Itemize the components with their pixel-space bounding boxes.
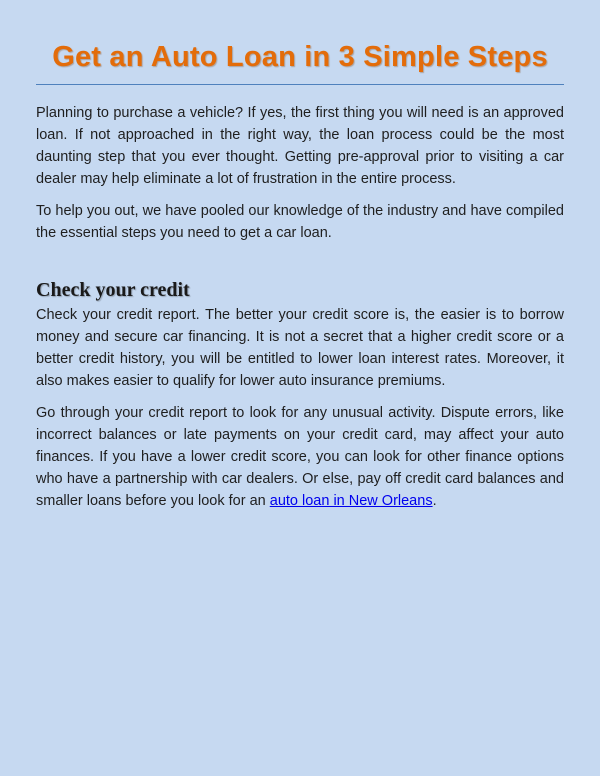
- section-paragraph-2-text: Go through your credit report to look for any unusual activity. Dispute errors, like incorrect balances or late payments on your credit card, may affect your auto finances. If you have a lower credit score, you can look for other finance options who have a partnership with car dealers. Or else, pay off credit card balances and smaller loans before you look for an: [36, 405, 564, 509]
- title-divider: [36, 84, 564, 85]
- intro-paragraph-1: Planning to purchase a vehicle? If yes, the first thing you will need is an approved loan. If not approached in the right way, the loan process could be the most daunting step that you ever thought. Getting pre-approval prior to visiting a car dealer may help eliminate a lot of frustration in the entire process.: [36, 105, 564, 187]
- document-title: Get an Auto Loan in 3 Simple Steps: [52, 41, 548, 73]
- intro-paragraph-2: To help you out, we have pooled our knowledge of the industry and have compiled the essential steps you need to get a car loan.: [36, 203, 564, 241]
- section-paragraph-1: Check your credit report. The better your credit score is, the easier is to borrow money and secure car financing. It is not a secret that a higher credit score or a better credit history, you will be entitled to lower loan interest rates. Moreover, it also makes easier to qualify for lower auto insurance premiums.: [36, 307, 564, 389]
- section-paragraph-2-end: .: [432, 493, 437, 509]
- section-paragraph-2: [36, 402, 564, 512]
- auto-loan-new-orleans-link[interactable]: auto loan in New Orleans: [269, 493, 433, 509]
- section-heading-check-credit: Check your credit: [36, 279, 190, 301]
